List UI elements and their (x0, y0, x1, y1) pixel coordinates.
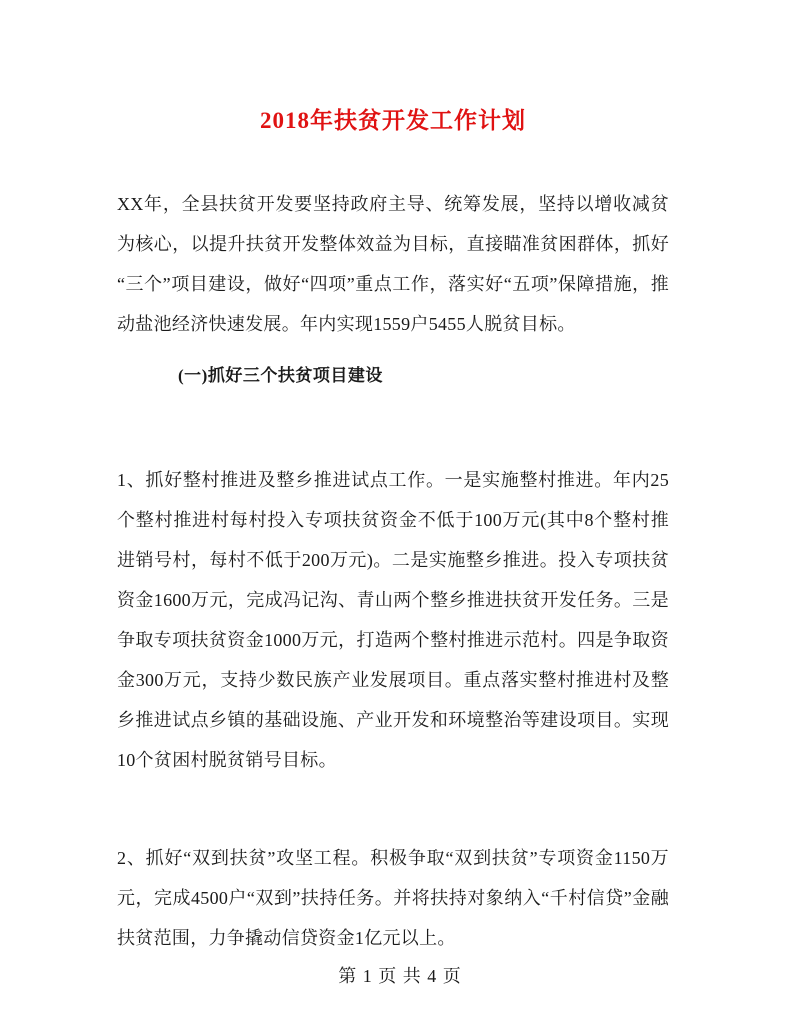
document-title: 2018年扶贫开发工作计划 (260, 108, 526, 134)
paragraph-item-1: 1、抓好整村推进及整乡推进试点工作。一是实施整村推进。年内25个整村推进村每村投入专项扶贫资金不低于100万元(其中8个整村推进销号村，每村不低于200万元)。二是实施整乡推进。投入专项扶贫资金1600万元，完成冯记沟、青山两个整乡推进扶贫开发任务。三是争取专项扶贫资金1000万元，打造两个整村推进示范村。四是争取资金300万元，支持少数民族产业发展项目。重点落实整村推进村及整乡推进试点乡镇的基础设施、产业开发和环境整治等建设项目。实现10个贫困村脱贫销号目标。 (117, 470, 669, 770)
section-heading-1: (一)抓好三个扶贫项目建设 (178, 366, 383, 386)
paragraph-item-2: 2、抓好“双到扶贫”攻坚工程。积极争取“双到扶贫”专项资金1150万元，完成4500户“双到”扶持任务。并将扶持对象纳入“千村信贷”金融扶贫范围，力争撬动信贷资金1亿元以上。 (117, 848, 669, 948)
paragraph-intro: XX年，全县扶贫开发要坚持政府主导、统筹发展，坚持以增收减贫为核心，以提升扶贫开发整体效益为目标，直接瞄准贫困群体，抓好“三个”项目建设，做好“四项”重点工作，落实好“五项”保障措施，推动盐池经济快速发展。年内实现1559户5455人脱贫目标。 (117, 194, 669, 334)
page-number-footer: 第 1 页 共 4 页 (338, 966, 462, 986)
